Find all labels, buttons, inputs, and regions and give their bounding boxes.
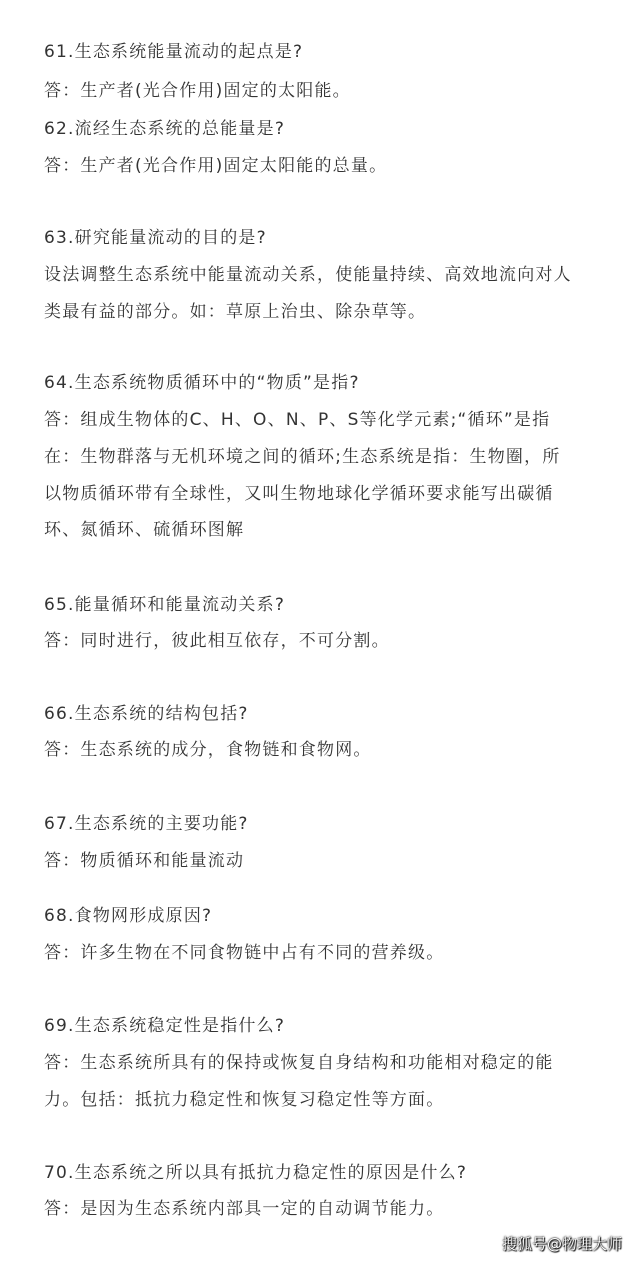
question-63: 63.研究能量流动的目的是? <box>44 228 267 248</box>
watermark: 搜狐号@物理大师 <box>501 1235 622 1253</box>
answer-62-line-1: 答：生产者(光合作用)固定太阳能的总量。 <box>44 156 388 176</box>
question-62: 62.流经生态系统的总能量是? <box>44 119 286 139</box>
question-64: 64.生态系统物质循环中的“物质”是指? <box>44 373 360 393</box>
question-65: 65.能量循环和能量流动关系? <box>44 595 286 615</box>
answer-69-line-1: 答：生态系统所具有的保持或恢复自身结构和功能相对稳定的能 <box>44 1053 554 1073</box>
answer-64-line-3: 以物质循环带有全球性，又叫生物地球化学循环要求能写出碳循 <box>44 484 554 504</box>
answer-64-line-2: 在：生物群落与无机环境之间的循环;生态系统是指：生物圈，所 <box>44 447 561 467</box>
answer-63-line-2: 类最有益的部分。如：草原上治虫、除杂草等。 <box>44 302 427 322</box>
answer-64-line-1: 答：组成生物体的C、H、O、N、P、S等化学元素;“循环”是指 <box>44 410 551 430</box>
question-66: 66.生态系统的结构包括? <box>44 704 249 724</box>
question-69: 69.生态系统稳定性是指什么? <box>44 1016 286 1036</box>
answer-66-line-1: 答：生态系统的成分，食物链和食物网。 <box>44 740 372 760</box>
answer-61-line-1: 答：生产者(光合作用)固定的太阳能。 <box>44 81 351 101</box>
question-68: 68.食物网形成原因? <box>44 906 213 926</box>
answer-65-line-1: 答：同时进行，彼此相互依存，不可分割。 <box>44 631 390 651</box>
question-61: 61.生态系统能量流动的起点是? <box>44 42 304 62</box>
answer-68-line-1: 答：许多生物在不同食物链中占有不同的营养级。 <box>44 943 445 963</box>
question-70: 70.生态系统之所以具有抵抗力稳定性的原因是什么? <box>44 1163 468 1183</box>
answer-63-line-1: 设法调整生态系统中能量流动关系，使能量持续、高效地流向对人 <box>44 265 572 285</box>
question-67: 67.生态系统的主要功能? <box>44 814 249 834</box>
answer-64-line-4: 环、氮循环、硫循环图解 <box>44 520 245 540</box>
answer-70-line-1: 答：是因为生态系统内部具一定的自动调节能力。 <box>44 1199 445 1219</box>
answer-69-line-2: 力。包括：抵抗力稳定性和恢复习稳定性等方面。 <box>44 1090 445 1110</box>
answer-67-line-1: 答：物质循环和能量流动 <box>44 851 245 871</box>
